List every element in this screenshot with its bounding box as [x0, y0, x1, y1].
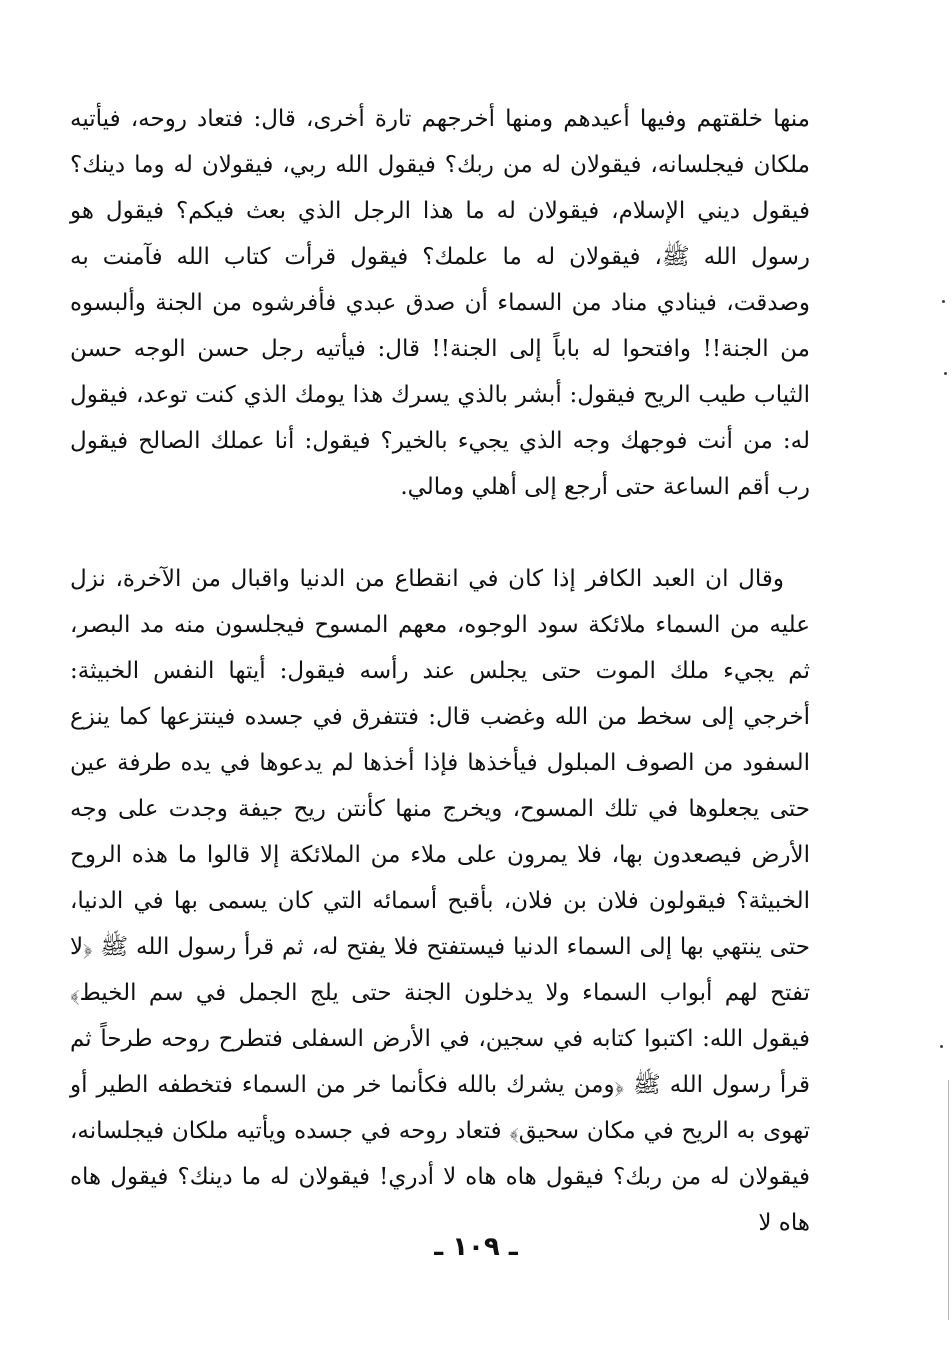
scan-edge-line	[948, 1080, 949, 1320]
paragraph-1: منها خلقتهم وفيها أعيدهم ومنها أخرجهم تارة أخرى، قال: فتعاد روحه، فيأتيه ملكان فيجلسانه، فيقولان له من ربك؟ فيقول الله ربي، فيقولان له وما دينك؟ فيقول ديني الإسلام، فيقولان له ما هذا الرجل الذي بعث فيكم؟ فيقول هو رسول الله ﷺ، فيقولان له ما علمك؟ فيقول قرأت كتاب الله فآمنت به وصدقت، فينادي مناد من السماء أن صدق عبدي فأفرشوه من الجنة وألبسوه من الجنة!! وافتحوا له باباً إلى الجنة!! قال: فيأتيه رجل حسن الوجه حسن الثياب طيب الريح فيقول: أبشر بالذي يسرك هذا يومك الذي كنت توعد، فيقول له: من أنت فوجهك وجه الذي يجيء بالخير؟ فيقول: أنا عملك الصالح فيقول رب أقم الساعة حتى أرجع إلى أهلي ومالي.	[70, 106, 810, 500]
page-number: ـ ١٠٩ ـ	[434, 1232, 518, 1262]
paragraph-block-1	[70, 96, 810, 510]
paragraph-block-2	[70, 556, 810, 1246]
paragraph-2: وقال ان العبد الكافر إذا كان في انقطاع من الدنيا واقبال من الآخرة، نزل عليه من السماء ملائكة سود الوجوه، معهم المسوح فيجلسون منه مد البصر، ثم يجيء ملك الموت حتى يجلس عند رأسه فيقول: أيتها النفس الخبيثة: أخرجي إلى سخط من الله وغضب قال: فتتفرق في جسده فينتزعها كما ينزع السفود من الصوف المبلول فيأخذها فإذا أخذها لم يدعوها في يده طرفة عين حتى يجعلوها في تلك المسوح، ويخرج منها كأنتن ريح جيفة وجدت على وجه الأرض فيصعدون بها، فلا يمرون على ملاء من الملائكة إلا قالوا ما هذه الروح الخبيثة؟ فيقولون فلان بن فلان، بأقبح أسمائه التي كان يسمى بها في الدنيا، حتى ينتهي بها إلى السماء الدنيا فيستفتح فلا يفتح له، ثم قرأ رسول الله ﷺ ﴿لا تفتح لهم أبواب السماء ولا يدخلون الجنة حتى يلج الجمل في سم الخيط﴾ فيقول الله: اكتبوا كتابه في سجين، في الأرض السفلى فتطرح روحه طرحاً ثم قرأ رسول الله ﷺ ﴿ومن يشرك بالله فكأنما خر من السماء فتخطفه الطير أو تهوى به الريح في مكان سحيق﴾ فتعاد روحه في جسده ويأتيه ملكان فيجلسانه، فيقولان له من ربك؟ فيقول هاه هاه لا أدري! فيقولان له ما دينك؟ فيقول هاه هاه لا	[70, 566, 810, 1236]
scan-speck-mark	[940, 1045, 943, 1048]
scan-speck-mark	[942, 300, 945, 303]
scan-speck-mark	[944, 372, 947, 375]
